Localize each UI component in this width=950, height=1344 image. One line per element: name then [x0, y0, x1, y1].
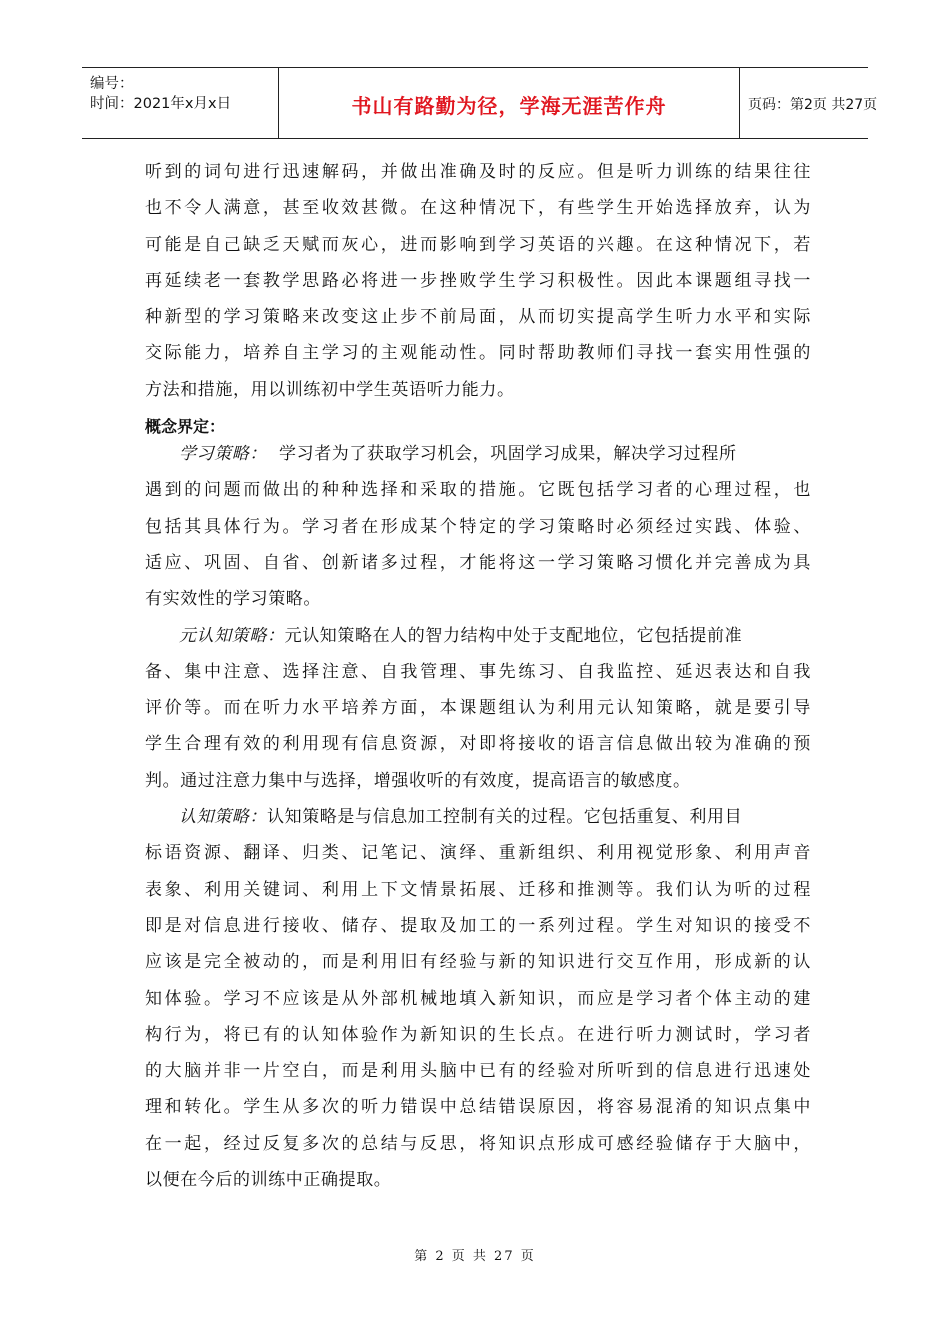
paragraph-intro — [145, 154, 811, 408]
definition-first-line — [145, 799, 811, 835]
text-line: 在一起，经过反复多次的总结与反思，将知识点形成可感经验储存于大脑中， — [145, 1133, 811, 1154]
text-line: 方法和措施，用以训练初中学生英语听力能力。 — [145, 379, 515, 400]
header-page-cell — [738, 68, 878, 138]
text-line: 再延续老一套教学思路必将进一步挫败学生学习积极性。因此本课题组寻找一 — [145, 270, 811, 291]
motto-text: 书山有路勤为径，学海无涯苦作舟 — [351, 94, 667, 118]
text-line: 适应、巩固、自省、创新诸多过程，才能将这一学习策略习惯化并完善成为具 — [145, 552, 811, 573]
text-line: 遇到的问题而做出的种种选择和采取的措施。它既包括学习者的心理过程，也 — [145, 480, 811, 501]
definition-term: 学习策略： — [179, 444, 267, 465]
document-time-label: 时间：2021年x月x日 — [90, 96, 232, 112]
text-line: 判。通过注意力集中与选择，增强收听的有效度，提高语言的敏感度。 — [145, 770, 691, 791]
text-line: 备、集中注意、选择注意、自我管理、事先练习、自我监控、延迟表达和自我 — [145, 661, 811, 682]
text-line: 即是对信息进行接收、储存、提取及加工的一系列过程。学生对知识的接受不 — [145, 915, 811, 936]
definition-term: 元认知策略： — [179, 625, 285, 646]
definition-term: 认知策略： — [179, 807, 267, 828]
header-info-cell — [82, 68, 278, 138]
section-heading: 概念界定： — [145, 417, 226, 437]
text-line: 交际能力，培养自主学习的主观能动性。同时帮助教师们寻找一套实用性强的 — [145, 343, 811, 364]
definition-text: 元认知策略在人的智力结构中处于支配地位，它包括提前准 — [284, 625, 743, 646]
text-line: 应该是完全被动的，而是利用旧有经验与新的知识进行交互作用，形成新的认 — [145, 952, 811, 973]
definition-text: 认知策略是与信息加工控制有关的过程。它包括重复、利用目 — [267, 807, 743, 828]
text-line: 表象、利用关键词、利用上下文情景拓展、迁移和推测等。我们认为听的过程 — [145, 879, 811, 900]
text-line: 以便在今后的训练中正确提取。 — [145, 1170, 392, 1191]
text-line: 有实效性的学习策略。 — [145, 589, 321, 610]
text-line: 可能是自己缺乏天赋而灰心，进而影响到学习英语的兴趣。在这种情况下，若 — [145, 234, 811, 255]
definition-cognitive-strategy — [145, 799, 811, 1198]
text-line: 种新型的学习策略来改变这止步不前局面，从而切实提高学生听力水平和实际 — [145, 307, 811, 328]
definition-text: 学习者为了获取学习机会，巩固学习成果，解决学习过程所 — [267, 444, 737, 465]
text-line: 知体验。学习不应该是从外部机械地填入新知识，而应是学习者个体主动的建 — [145, 988, 811, 1009]
document-number-label: 编号： — [90, 76, 134, 92]
definition-first-line — [145, 436, 811, 472]
text-line: 标语资源、翻译、归类、记笔记、演绎、重新组织、利用视觉形象、利用声音 — [145, 843, 811, 864]
text-line: 的大脑并非一片空白，而是利用头脑中已有的经验对所听到的信息进行迅速处 — [145, 1061, 811, 1082]
text-line: 学生合理有效的利用现有信息资源，对即将接收的语言信息做出较为准确的预 — [145, 734, 811, 755]
definition-learning-strategy — [145, 436, 811, 617]
text-line: 评价等。而在听力水平培养方面，本课题组认为利用元认知策略，就是要引导 — [145, 698, 811, 719]
document-body — [145, 154, 811, 1198]
definition-metacognitive-strategy — [145, 618, 811, 799]
header-motto-cell — [278, 68, 740, 138]
text-line: 听到的词句进行迅速解码，并做出准确及时的反应。但是听力训练的结果往往 — [145, 162, 811, 182]
definition-first-line — [145, 618, 811, 654]
text-line: 理和转化。学生从多次的听力错误中总结错误原因，将容易混淆的知识点集中 — [145, 1097, 811, 1118]
text-line: 构行为，将已有的认知体验作为新知识的生长点。在进行听力测试时，学习者 — [145, 1024, 811, 1045]
text-line: 包括其具体行为。学习者在形成某个特定的学习策略时必须经过实践、体验、 — [145, 516, 811, 537]
page-footer: 第 2 页 共 27 页 — [414, 1249, 536, 1264]
header-page-label: 页码：第2页 共27页 — [748, 97, 878, 113]
page-header — [82, 67, 878, 139]
text-line: 也不令人满意，甚至收效甚微。在这种情况下，有些学生开始选择放弃，认为 — [145, 198, 811, 219]
